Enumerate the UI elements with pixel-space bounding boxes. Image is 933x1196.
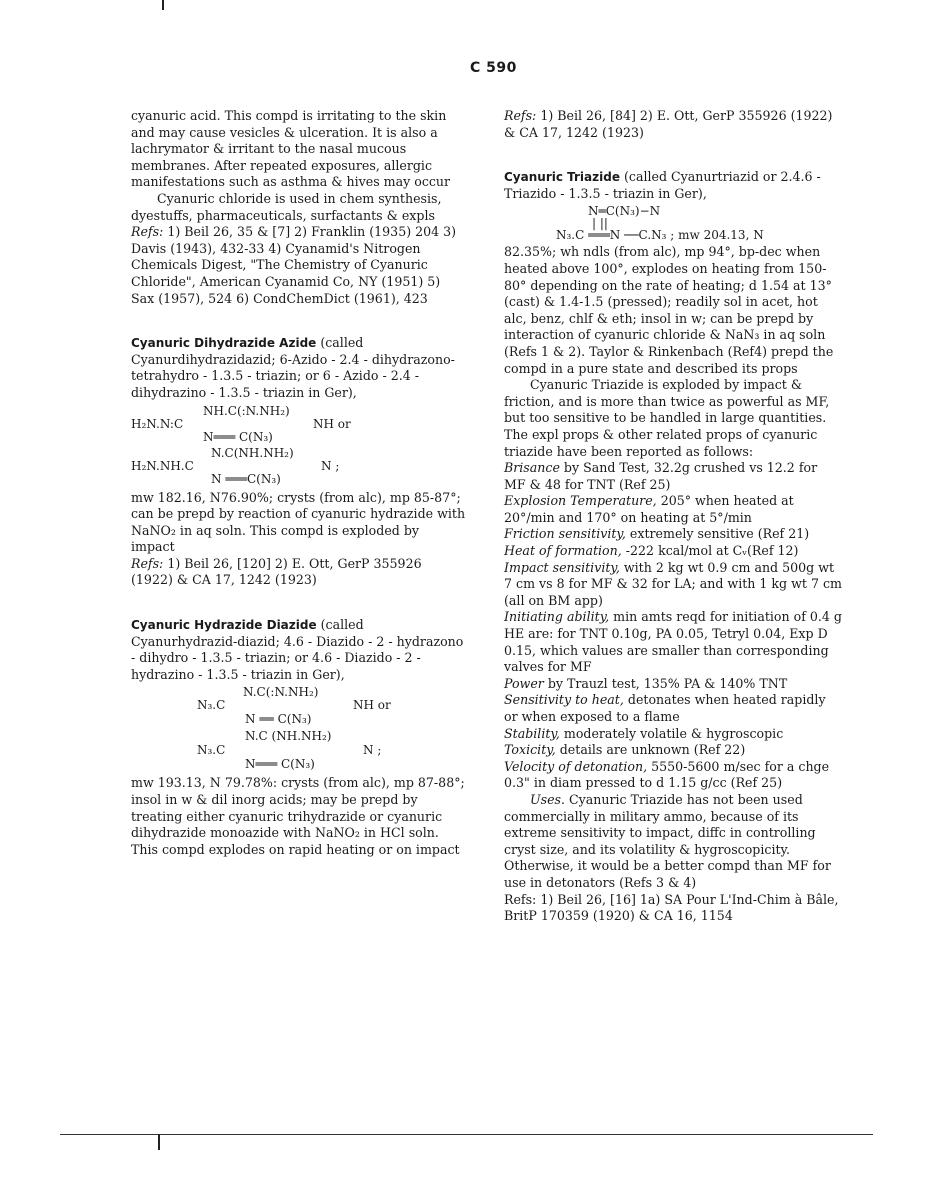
paragraph-cyanuric-chloride-uses: Cyanuric chloride is used in chem synthesis, dyestuffs, pharmaceuticals, surfactants & expls xyxy=(131,190,442,223)
property-item xyxy=(504,759,842,792)
footer-rule xyxy=(60,1134,873,1135)
entry-dihydrazide-azide xyxy=(131,335,466,401)
entry-triazide xyxy=(504,169,842,202)
property-label: Brisance xyxy=(504,460,560,476)
property-label: Velocity of detonation, xyxy=(504,758,648,774)
entry-intro: (called Cyanurtriazid or 2.4.6 -Triazido - 1.3.5 - triazin in Ger), xyxy=(504,169,821,201)
property-text: by Trauzl test, 135% PA & 140% TNT xyxy=(547,675,788,691)
property-item xyxy=(504,742,842,759)
property-item xyxy=(504,560,842,610)
property-label: Initiating ability, xyxy=(504,609,610,625)
property-text: moderately volatile & hygroscopic xyxy=(563,725,784,741)
property-text: by Sand Test, 32.2g crushed vs 12.2 for MF & 48 for TNT (Ref 25) xyxy=(504,460,818,492)
property-label: Explosion Temperature, xyxy=(504,493,657,509)
structural-formula-4 xyxy=(131,729,466,773)
property-item xyxy=(504,726,842,743)
paragraph-triazide-expl: Cyanuric Triazide is exploded by impact & friction, and is more than twice as powerful as MF, but too sensitive to be handled in large quantities. The expl props & other related props of cyanuric triazide have been reported as follows: xyxy=(504,377,830,459)
property-item xyxy=(504,692,842,725)
page-number: C 590 xyxy=(470,60,517,76)
property-label: Friction sensitivity, xyxy=(504,526,626,542)
property-text: with 2 kg wt 0.9 cm and 500g wt 7 cm vs 8 for MF & 32 for LA; and with 1 kg wt 7 cm (all on BM app) xyxy=(504,559,842,608)
margin-mark-bottom xyxy=(158,1134,160,1150)
entry-intro: (called Cyanurdihydrazidazid; 6-Azido - 2.4 - dihydrazono-tetrahydro - 1.3.5 - triazin; or 6 - Azido - 2.4 - dihydrazino - 1.3.5 - triazin in Ger), xyxy=(131,335,455,400)
refs-label: Refs: xyxy=(504,891,537,907)
paragraph-hydrazide-props: mw 193.13, N 79.78%: crysts (from alc), mp 87-88°; insol in w & dil inorg acids; may be prepd by treating either cyanuric trihydrazide or cyanuric dihydrazide monoazide with NaNO₂ in HCl soln. This compd explodes on rapid heating or on impact xyxy=(131,775,465,857)
formula-bottom: N ═══C(N₃) xyxy=(211,471,281,486)
formula-left: N₃.C xyxy=(197,698,226,713)
refs-continued xyxy=(504,108,842,141)
property-text: details are unknown (Ref 22) xyxy=(559,742,746,758)
paragraph-cyanuric-acid: cyanuric acid. This compd is irritating to the skin and may cause vesicles & ulceration. It is also a lachrymator & irritant to the nasal mucous membranes. After repeated exposures, allergic manifestations such as asthma & hives may occur xyxy=(131,108,451,190)
property-item xyxy=(504,543,842,560)
formula-bottom: N ══ C(N₃) xyxy=(245,712,312,727)
formula-right: NH or xyxy=(353,698,391,713)
property-text: min amts reqd for initiation of 0.4 g HE are: for TNT 0.10g, PA 0.05, Tetryl 0.04, Exp D 0.15, which values are smaller than corresponding valves for MF xyxy=(504,609,842,675)
refs-text: 1) Beil 26, 35 & [7] 2) Franklin (1935) 204 3) Davis (1943), 432-33 4) Cyanamid's Nitrogen Chemicals Digest, "The Chemistry of Cyanuric Chloride", American Cyanamid Co, NY (1951) 5) Sax (1957), 524 6) CondChemDict (1961), 423 xyxy=(131,224,457,306)
refs-dihydrazide xyxy=(131,556,466,589)
formula-mid: | || xyxy=(592,216,608,231)
paragraph-dihydrazide-props: mw 182.16, N76.90%; crysts (from alc), mp 85-87°; can be prepd by reaction of cyanuric hydrazide with NaNO₂ in aq soln. This compd is exploded by impact xyxy=(131,489,466,555)
refs-label: Refs: xyxy=(131,555,164,571)
formula-top: N.C(NH.NH₂) xyxy=(211,445,294,460)
formula-left: H₂N.N:C xyxy=(131,416,184,431)
refs-cyanuric-chloride xyxy=(131,224,466,307)
structural-formula-1 xyxy=(131,404,466,444)
formula-top: N.C(:N.NH₂) xyxy=(243,685,319,700)
refs-label: Refs: xyxy=(504,108,537,123)
structural-formula-3 xyxy=(131,685,466,727)
property-text: -222 kcal/mol at Cᵥ(Ref 12) xyxy=(625,543,799,559)
uses-text: Cyanuric Triazide has not been used commercially in military ammo, because of its extreme sensitivity to impact, diffc in controlling cryst size, and its volatility & hygroscopicity. Otherwise, it would be a better compd than MF for use in detonators (Refs 3 & 4) xyxy=(504,791,831,890)
entry-intro: (called Cyanurhydrazid-diazid; 4.6 - Diazido - 2 - hydrazono - dihydro - 1.3.5 - triazin; or 4.6 - Diazido - 2 - hydrazino - 1.3.5 - triazin in Ger), xyxy=(131,617,464,682)
formula-left: N₃.C xyxy=(197,743,226,758)
property-label: Heat of formation, xyxy=(504,543,622,559)
property-item xyxy=(504,609,842,675)
property-text: detonates when heated rapidly or when exposed to a flame xyxy=(504,692,826,724)
property-item xyxy=(504,493,842,526)
formula-bottom: N═══ C(N₃) xyxy=(203,429,273,444)
formula-right: N ; xyxy=(321,458,340,473)
structural-formula-5 xyxy=(504,204,842,242)
structural-formula-2 xyxy=(131,446,466,488)
right-column xyxy=(504,108,842,925)
property-label: Toxicity, xyxy=(504,742,556,758)
formula-bottom: N═══ C(N₃) xyxy=(245,757,315,772)
entry-heading: Cyanuric Hydrazide Diazide xyxy=(131,618,317,633)
entry-hydrazide-diazide xyxy=(131,617,466,683)
paragraph-uses xyxy=(504,792,842,892)
property-text: 5550-5600 m/sec for a chge 0.3" in diam pressed to d 1.15 g/cc (Ref 25) xyxy=(504,758,830,791)
refs-text: 1) Beil 26, [16] 1a) SA Pour L'Ind-Chim à Bâle, BritP 170359 (1920) & CA 16, 1154 xyxy=(504,891,839,924)
property-text: extremely sensitive (Ref 21) xyxy=(629,526,810,542)
refs-text: 1) Beil 26, [84] 2) E. Ott, GerP 355926 (1922) & CA 17, 1242 (1923) xyxy=(504,108,833,140)
formula-top: N.C (NH.NH₂) xyxy=(245,729,332,744)
formula-right: NH or xyxy=(313,416,351,431)
refs-label: Refs: xyxy=(131,224,164,240)
formula-bottom: N₃.C ═══N ──C.N₃ ; mw 204.13, N xyxy=(556,228,764,243)
property-item xyxy=(504,526,842,543)
formula-left: H₂N.NH.C xyxy=(131,458,194,473)
property-label: Stability, xyxy=(504,725,560,741)
property-text: 205° when heated at 20°/min and 170° on heating at 5°/min xyxy=(504,493,794,525)
uses-label: Uses. xyxy=(530,791,565,807)
left-column xyxy=(131,108,466,858)
property-list xyxy=(504,460,842,792)
property-label: Sensitivity to heat, xyxy=(504,692,624,708)
property-item xyxy=(504,460,842,493)
formula-top: NH.C(:N.NH₂) xyxy=(203,403,290,418)
entry-heading: Cyanuric Dihydrazide Azide xyxy=(131,336,317,351)
paragraph-triazide-props: 82.35%; wh ndls (from alc), mp 94°, bp-dec when heated above 100°, explodes on heating from 150-80° depending on the rate of heating; d 1.54 at 13° (cast) & 1.4-1.5 (pressed); readily sol in acet, hot alc, benz, chlf & eth; insol in w; can be prepd by interaction of cyanuric chloride & NaN₃ in aq soln (Refs 1 & 2). Taylor & Rinkenbach (Ref4) prepd the compd in a pure state and described its props xyxy=(504,244,834,376)
property-item xyxy=(504,676,842,693)
refs-text: 1) Beil 26, [120] 2) E. Ott, GerP 355926 (1922) & CA 17, 1242 (1923) xyxy=(131,555,422,588)
property-label: Impact sensitivity, xyxy=(504,559,620,575)
property-label: Power xyxy=(504,675,544,691)
formula-right: N ; xyxy=(363,743,382,758)
refs-triazide xyxy=(504,892,842,925)
formula-top: N═C(N₃)−N xyxy=(588,204,661,219)
margin-mark-top xyxy=(162,0,164,10)
entry-heading: Cyanuric Triazide xyxy=(504,170,620,185)
